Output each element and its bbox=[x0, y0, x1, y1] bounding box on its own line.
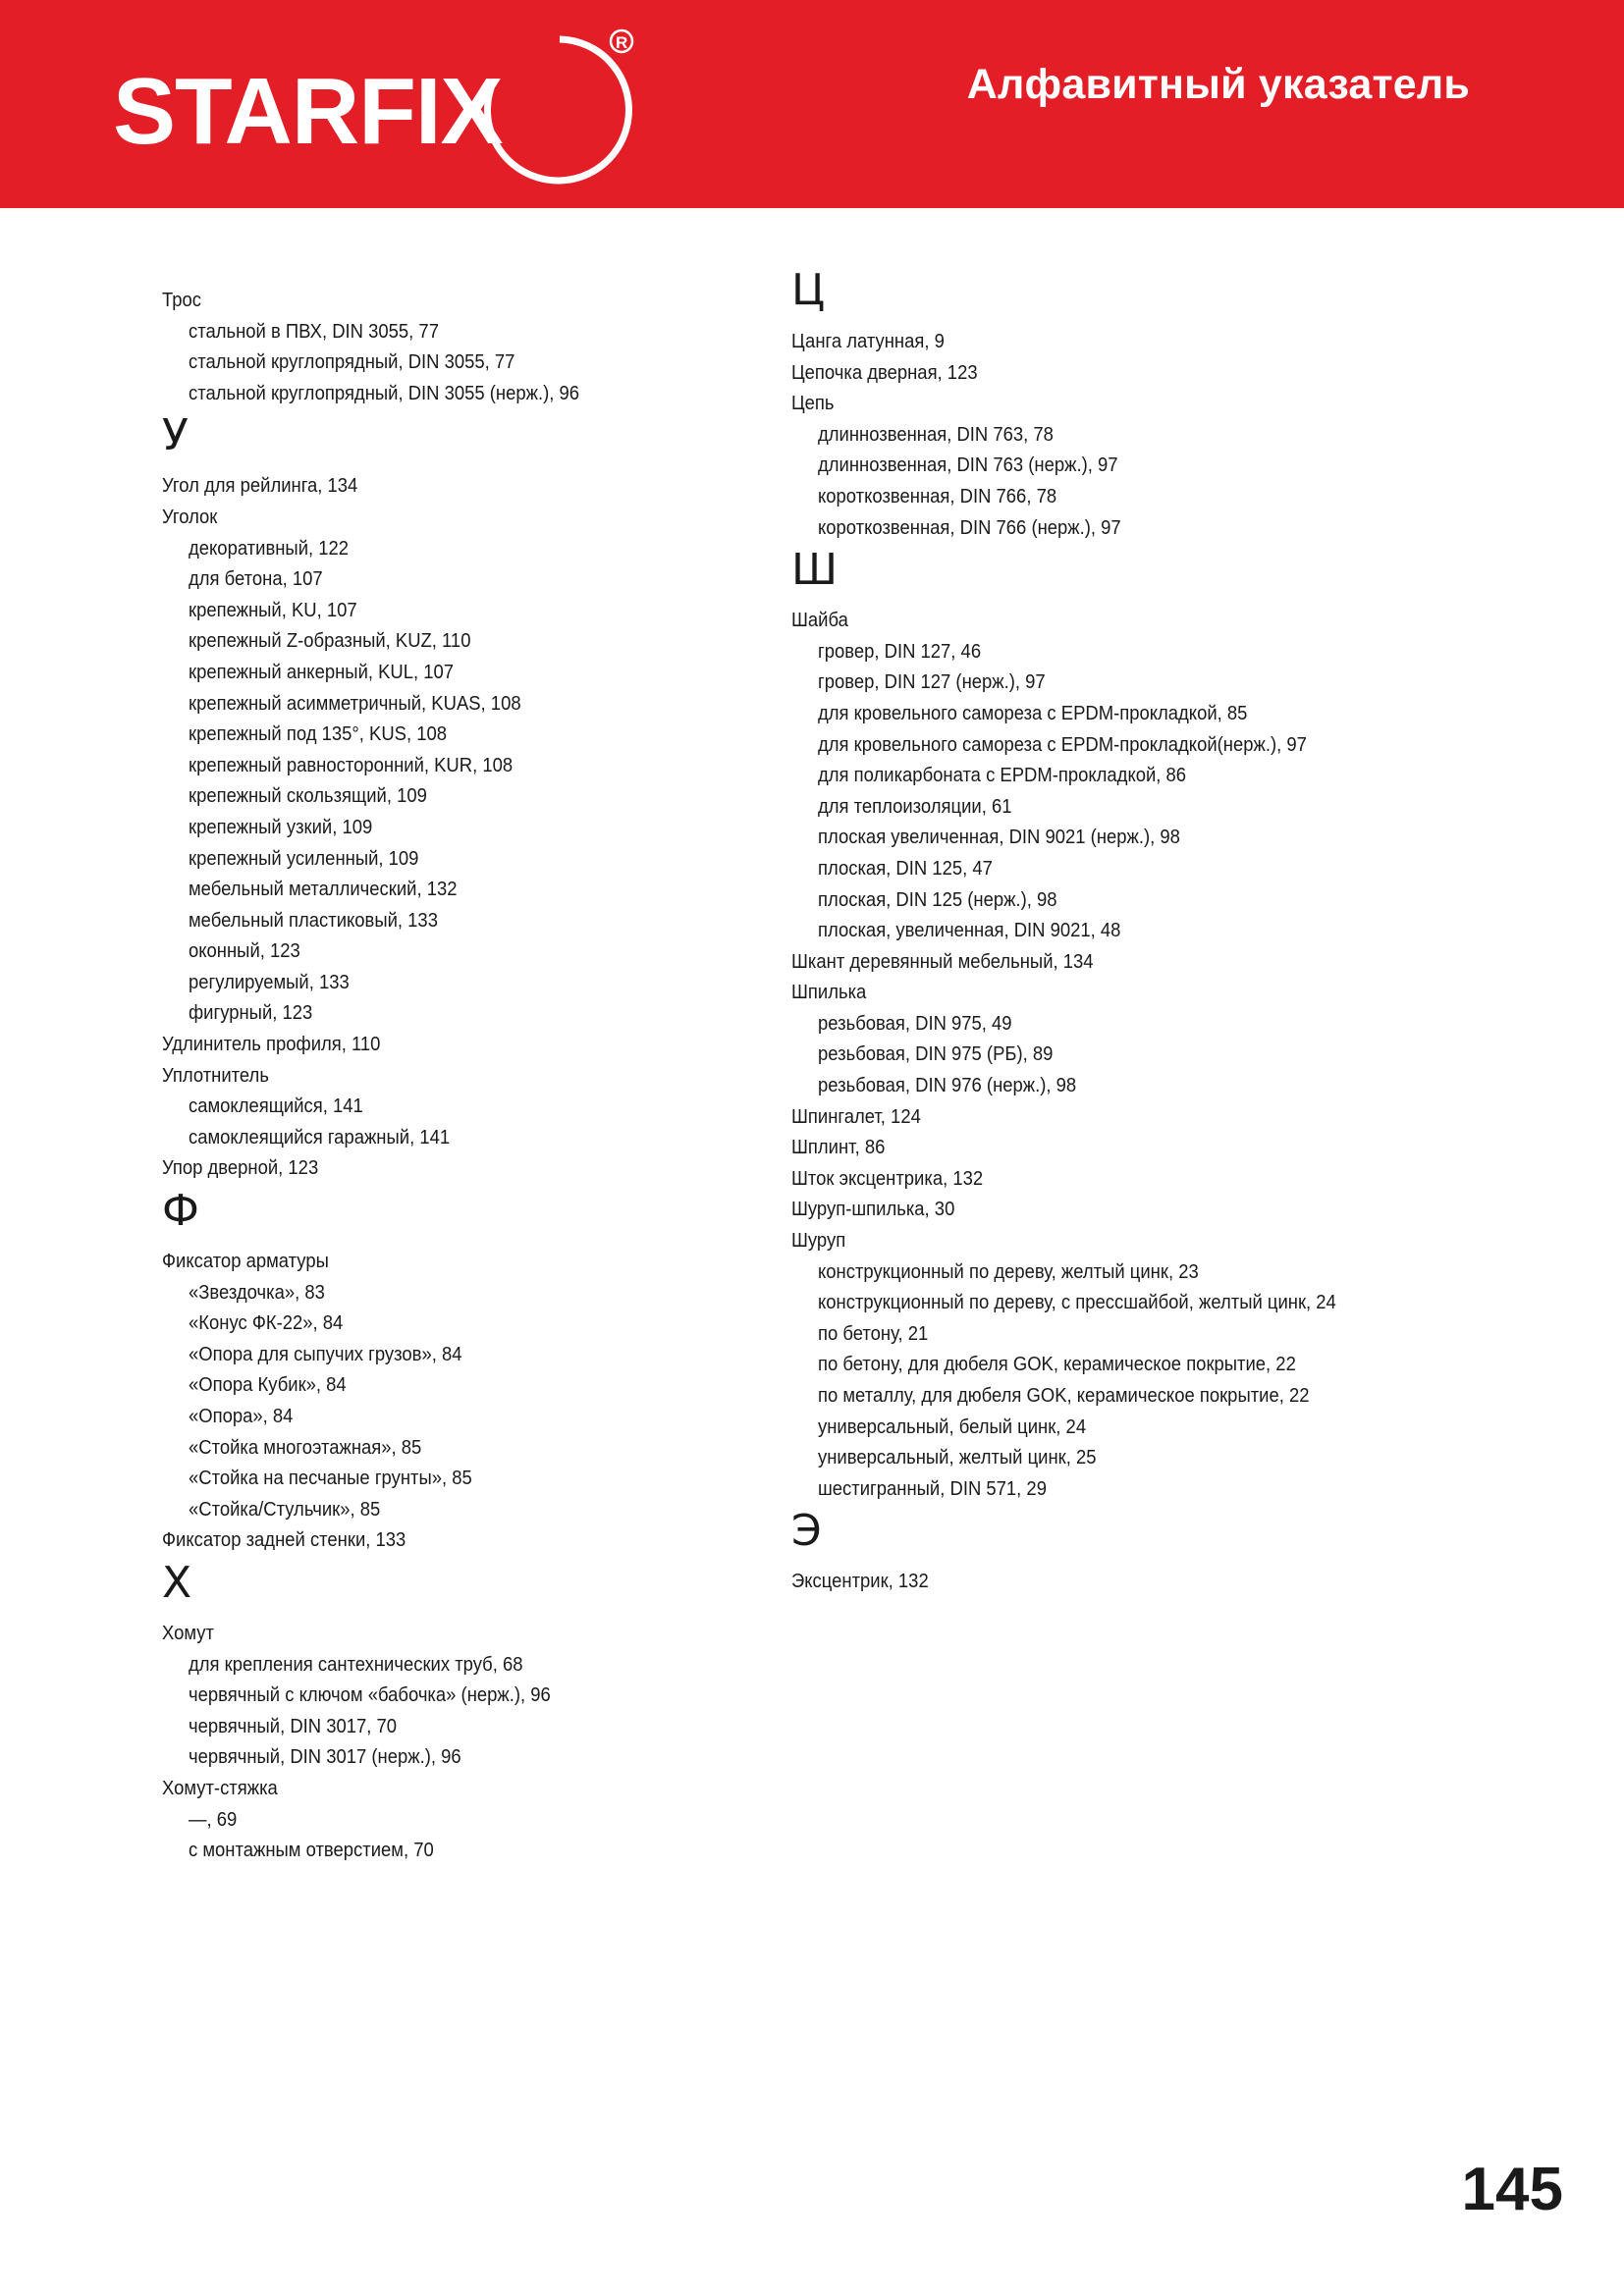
index-subentry: универсальный, желтый цинк, 25 bbox=[818, 1446, 1097, 1469]
index-subentry: по металлу, для дюбеля GOK, керамическое покрытие, 22 bbox=[818, 1384, 1310, 1407]
index-entry: Хомут-стяжка bbox=[162, 1776, 278, 1799]
index-subentry: самоклеящийся гаражный, 141 bbox=[189, 1125, 451, 1148]
index-subentry: оконный, 123 bbox=[189, 939, 300, 963]
index-subentry: резьбовая, DIN 975 (РБ), 89 bbox=[818, 1042, 1054, 1066]
index-subentry: червячный, DIN 3017, 70 bbox=[189, 1714, 398, 1737]
index-subentry: плоская увеличенная, DIN 9021 (нерж.), 98 bbox=[818, 826, 1180, 849]
index-subentry: для бетона, 107 bbox=[189, 567, 323, 591]
index-entry: Хомут bbox=[162, 1621, 214, 1644]
index-subentry: стальной в ПВХ, DIN 3055, 77 bbox=[189, 319, 439, 343]
index-subentry: «Опора для сыпучих грузов», 84 bbox=[189, 1342, 462, 1365]
index-subentry: гровер, DIN 127, 46 bbox=[818, 639, 982, 663]
index-entry: Шайба bbox=[791, 609, 848, 632]
index-column-right bbox=[791, 265, 1479, 1597]
index-letter-heading: Ш bbox=[791, 545, 839, 596]
index-subentry: «Опора Кубик», 84 bbox=[189, 1373, 347, 1397]
index-entry: Шуруп bbox=[791, 1229, 846, 1253]
index-subentry: конструкционный по дереву, желтый цинк, 23 bbox=[818, 1259, 1199, 1283]
index-subentry: короткозвенная, DIN 766, 78 bbox=[818, 484, 1057, 507]
index-subentry: крепежный узкий, 109 bbox=[189, 815, 373, 838]
index-subentry: крепежный анкерный, KUL, 107 bbox=[189, 660, 455, 683]
index-subentry: крепежный асимметричный, KUAS, 108 bbox=[189, 691, 521, 715]
svg-text:R: R bbox=[616, 33, 628, 52]
index-subentry: для поликарбоната с EPDM-прокладкой, 86 bbox=[818, 764, 1187, 787]
index-subentry: регулируемый, 133 bbox=[189, 970, 350, 993]
index-subentry: для кровельного самореза с EPDM-прокладкой, 85 bbox=[818, 701, 1248, 724]
index-subentry: декоративный, 122 bbox=[189, 536, 350, 560]
index-subentry: крепежный Z-образный, KUZ, 110 bbox=[189, 629, 471, 653]
index-entry: Удлинитель профиля, 110 bbox=[162, 1033, 381, 1056]
index-entry: Фиксатор задней стенки, 133 bbox=[162, 1528, 406, 1552]
index-entry: Уплотнитель bbox=[162, 1063, 269, 1087]
index-subentry: фигурный, 123 bbox=[189, 1001, 313, 1025]
index-entry: Цепочка дверная, 123 bbox=[791, 360, 978, 384]
index-letter-heading: Ф bbox=[162, 1186, 199, 1237]
logo-wordmark: STARFIX bbox=[113, 59, 503, 164]
index-subentry: резьбовая, DIN 975, 49 bbox=[818, 1011, 1012, 1035]
index-subentry: резьбовая, DIN 976 (нерж.), 98 bbox=[818, 1074, 1077, 1097]
index-letter-heading: Э bbox=[791, 1506, 822, 1557]
index-subentry: —, 69 bbox=[189, 1807, 238, 1831]
page-number: 145 bbox=[1461, 2156, 1563, 2223]
index-subentry: «Стойка/Стульчик», 85 bbox=[189, 1497, 381, 1521]
index-subentry: крепежный под 135°, KUS, 108 bbox=[189, 722, 447, 746]
index-subentry: длиннозвенная, DIN 763 (нерж.), 97 bbox=[818, 454, 1118, 477]
index-entry: Шток эксцентрика, 132 bbox=[791, 1166, 984, 1190]
index-subentry: «Опора», 84 bbox=[189, 1405, 294, 1427]
index-subentry: «Звездочка», 83 bbox=[189, 1280, 325, 1304]
index-subentry: мебельный пластиковый, 133 bbox=[189, 908, 438, 932]
index-subentry: плоская, DIN 125, 47 bbox=[818, 856, 993, 880]
index-subentry: шестигранный, DIN 571, 29 bbox=[818, 1476, 1047, 1500]
index-column-left bbox=[162, 285, 849, 1866]
index-subentry: крепежный, KU, 107 bbox=[189, 598, 357, 621]
index-subentry: короткозвенная, DIN 766 (нерж.), 97 bbox=[818, 515, 1121, 539]
index-subentry: червячный, DIN 3017 (нерж.), 96 bbox=[189, 1745, 461, 1769]
index-entry: Угол для рейлинга, 134 bbox=[162, 474, 358, 498]
index-entry: Шпингалет, 124 bbox=[791, 1104, 921, 1128]
index-subentry: мебельный металлический, 132 bbox=[189, 878, 458, 901]
index-subentry: крепежный равносторонний, KUR, 108 bbox=[189, 753, 514, 776]
index-subentry: по бетону, 21 bbox=[818, 1321, 929, 1345]
index-subentry: стальной круглопрядный, DIN 3055 (нерж.), 96 bbox=[189, 381, 580, 404]
index-subentry: для теплоизоляции, 61 bbox=[818, 794, 1012, 818]
index-subentry: конструкционный по дереву, с прессшайбой, желтый цинк, 24 bbox=[818, 1291, 1336, 1314]
index-subentry: «Конус ФК-22», 84 bbox=[189, 1311, 344, 1335]
index-letter-heading: Х bbox=[162, 1557, 192, 1608]
index-entry: Шпилька bbox=[791, 981, 867, 1004]
index-subentry: длиннозвенная, DIN 763, 78 bbox=[818, 422, 1054, 446]
index-subentry: для крепления сантехнических труб, 68 bbox=[189, 1652, 523, 1676]
page-title: Алфавитный указатель bbox=[966, 61, 1470, 108]
index-subentry: по бетону, для дюбеля GOK, керамическое покрытие, 22 bbox=[818, 1353, 1296, 1376]
index-subentry: универсальный, белый цинк, 24 bbox=[818, 1415, 1087, 1438]
index-subentry: плоская, DIN 125 (нерж.), 98 bbox=[818, 887, 1057, 911]
starfix-logo bbox=[113, 22, 643, 188]
index-entry: Упор дверной, 123 bbox=[162, 1156, 319, 1180]
index-entry: Шплинт, 86 bbox=[791, 1136, 886, 1159]
index-entry: Трос bbox=[162, 289, 201, 311]
index-entry: Эксцентрик, 132 bbox=[791, 1570, 929, 1593]
index-subentry: с монтажным отверстием, 70 bbox=[189, 1839, 434, 1862]
index-entry: Цепь bbox=[791, 392, 835, 415]
index-subentry: стальной круглопрядный, DIN 3055, 77 bbox=[189, 350, 515, 374]
index-subentry: червячный с ключом «бабочка» (нерж.), 96 bbox=[189, 1683, 551, 1707]
index-entry: Шкант деревянный мебельный, 134 bbox=[791, 949, 1094, 973]
index-subentry: крепежный скользящий, 109 bbox=[189, 784, 427, 808]
index-subentry: самоклеящийся, 141 bbox=[189, 1095, 363, 1118]
index-entry: Фиксатор арматуры bbox=[162, 1250, 329, 1273]
index-subentry: «Стойка на песчаные грунты», 85 bbox=[189, 1467, 472, 1490]
index-letter-heading: Ц bbox=[791, 265, 826, 315]
index-subentry: крепежный усиленный, 109 bbox=[189, 846, 419, 870]
index-subentry: «Стойка многоэтажная», 85 bbox=[189, 1435, 422, 1459]
index-entry: Уголок bbox=[162, 505, 218, 528]
index-subentry: для кровельного самореза с EPDM-прокладкой(нерж.), 97 bbox=[818, 732, 1307, 756]
page-header bbox=[0, 0, 1624, 208]
index-entry: Шуруп-шпилька, 30 bbox=[791, 1198, 955, 1221]
index-subentry: гровер, DIN 127 (нерж.), 97 bbox=[818, 670, 1046, 694]
index-letter-heading: У bbox=[162, 410, 189, 461]
index-entry: Цанга латунная, 9 bbox=[791, 330, 945, 352]
index-subentry: плоская, увеличенная, DIN 9021, 48 bbox=[818, 919, 1121, 942]
